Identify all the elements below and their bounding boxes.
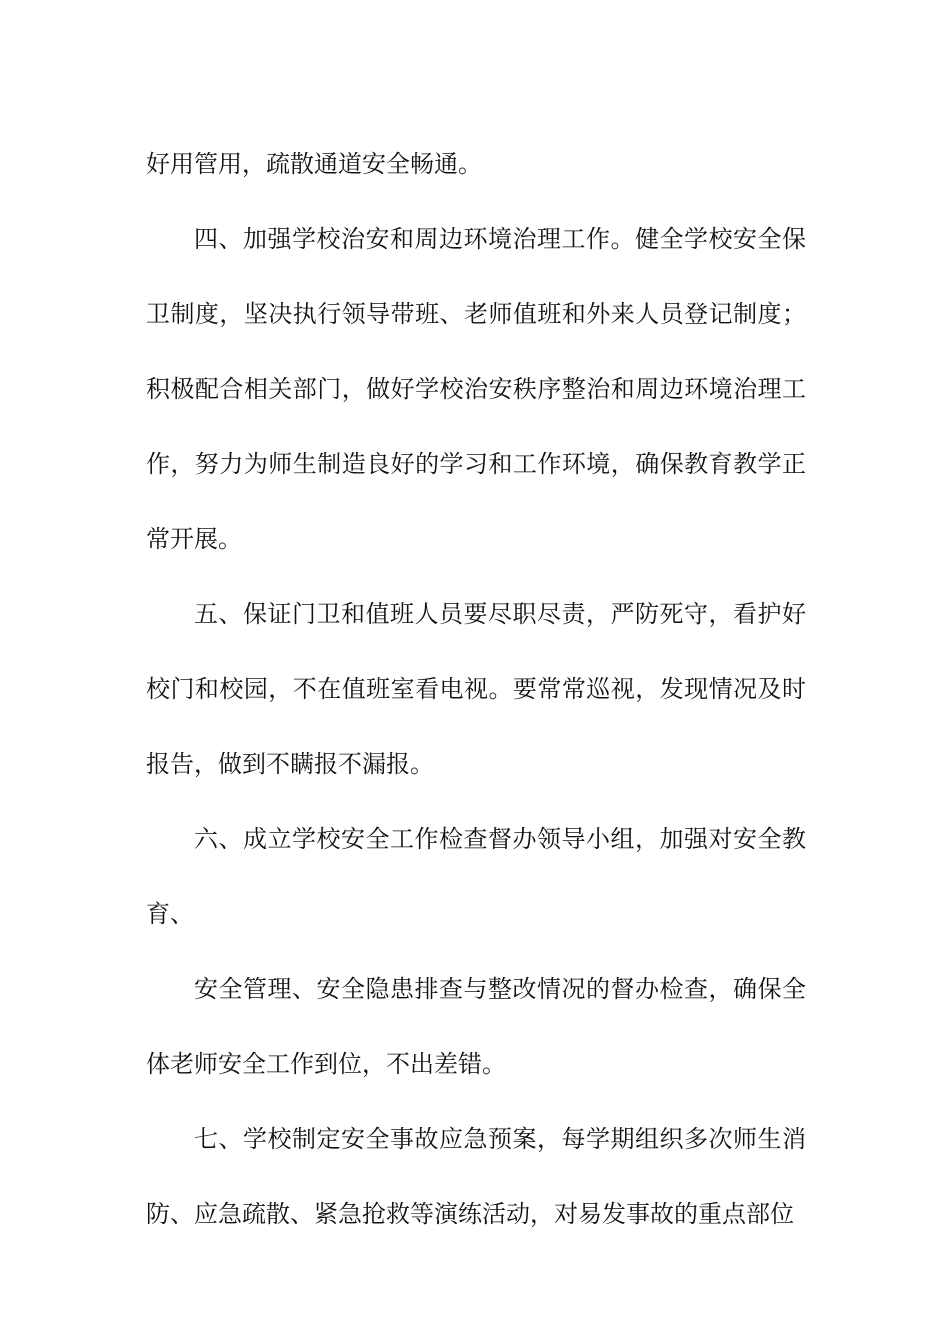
- paragraph-item-6: 六、成立学校安全工作检查督办领导小组，加强对安全教育、: [146, 825, 806, 928]
- paragraph-item-4: 四、加强学校治安和周边环境治理工作。健全学校安全保卫制度，坚决执行领导带班、老师值班和外来人员登记制度；积极配合相关部门，做好学校治安秩序整治和周边环境治理工作，努力为师生制造良好的学习和工作环境，确保教育教学正常开展。: [146, 225, 806, 553]
- document-body: [146, 127, 806, 1252]
- paragraph-item-5: 五、保证门卫和值班人员要尽职尽责，严防死守，看护好校门和校园，不在值班室看电视。要常常巡视，发现情况及时报告，做到不瞒报不漏报。: [146, 600, 806, 778]
- paragraph-item-6-continued: 安全管理、安全隐患排查与整改情况的督办检查，确保全体老师安全工作到位，不出差错。: [146, 975, 806, 1078]
- paragraph-item-7: 七、学校制定安全事故应急预案，每学期组织多次师生消防、应急疏散、紧急抢救等演练活动，对易发事故的重点部位: [146, 1125, 806, 1228]
- paragraph-continuation: 好用管用，疏散通道安全畅通。: [146, 150, 482, 178]
